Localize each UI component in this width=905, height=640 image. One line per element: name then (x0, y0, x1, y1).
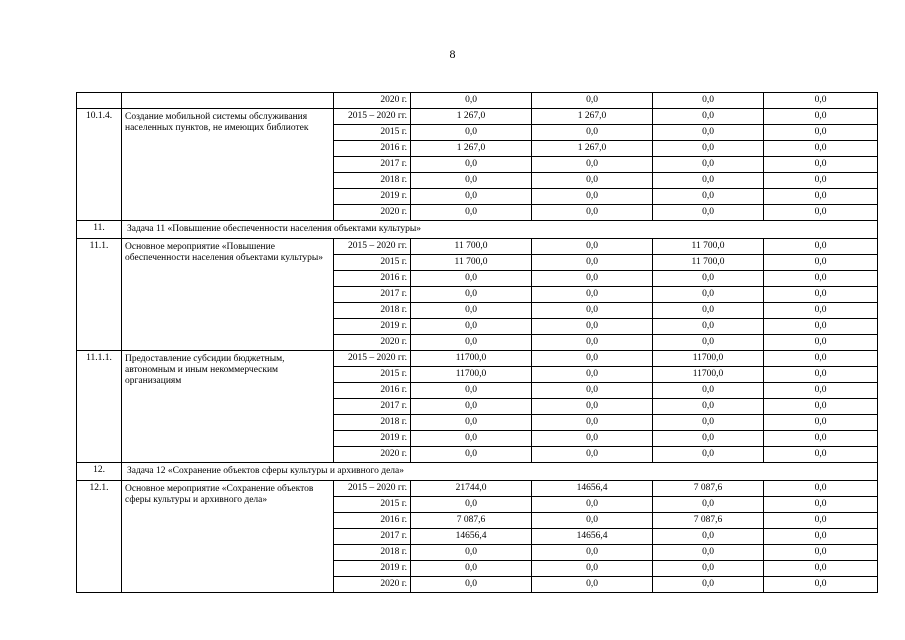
value-cell: 0,0 (764, 255, 878, 271)
value-cell: 11 700,0 (411, 239, 532, 255)
value-cell: 0,0 (411, 189, 532, 205)
value-cell: 0,0 (532, 173, 653, 189)
value-cell: 0,0 (653, 529, 764, 545)
period-cell: 2017 г. (334, 399, 411, 415)
value-cell: 1 267,0 (411, 109, 532, 125)
period-cell: 2019 г. (334, 561, 411, 577)
value-cell: 0,0 (411, 447, 532, 463)
value-cell: 1 267,0 (411, 141, 532, 157)
activity-name: Создание мобильной системы обслуживания населенных пунктов, не имеющих библиотек (122, 109, 334, 221)
budget-table-body (77, 93, 878, 593)
period-cell: 2018 г. (334, 303, 411, 319)
value-cell: 0,0 (532, 497, 653, 513)
table-row (77, 93, 878, 109)
task-row (77, 221, 878, 239)
value-cell: 0,0 (764, 303, 878, 319)
value-cell: 0,0 (411, 205, 532, 221)
period-cell: 2015 – 2020 гг. (334, 239, 411, 255)
period-cell: 2020 г. (334, 205, 411, 221)
value-cell: 0,0 (532, 383, 653, 399)
period-cell: 2018 г. (334, 173, 411, 189)
value-cell: 0,0 (411, 561, 532, 577)
period-cell: 2015 г. (334, 497, 411, 513)
period-cell: 2018 г. (334, 415, 411, 431)
period-cell: 2015 – 2020 гг. (334, 351, 411, 367)
period-cell: 2020 г. (334, 577, 411, 593)
value-cell: 0,0 (764, 383, 878, 399)
value-cell: 0,0 (764, 109, 878, 125)
table-row (77, 239, 878, 255)
value-cell: 0,0 (653, 271, 764, 287)
row-number: 11.1.1. (77, 351, 122, 463)
value-cell: 0,0 (411, 271, 532, 287)
value-cell: 0,0 (653, 189, 764, 205)
activity-name: Основное мероприятие «Сохранение объектов сферы культуры и архивного дела» (122, 481, 334, 593)
value-cell: 0,0 (653, 561, 764, 577)
value-cell: 0,0 (532, 287, 653, 303)
row-number: 10.1.4. (77, 109, 122, 221)
value-cell: 0,0 (532, 271, 653, 287)
budget-table (76, 92, 878, 593)
value-cell: 0,0 (764, 173, 878, 189)
value-cell: 0,0 (653, 447, 764, 463)
value-cell: 0,0 (532, 93, 653, 109)
value-cell: 0,0 (764, 351, 878, 367)
period-cell: 2015 г. (334, 367, 411, 383)
value-cell: 0,0 (532, 399, 653, 415)
period-cell: 2016 г. (334, 513, 411, 529)
value-cell: 0,0 (764, 415, 878, 431)
value-cell: 0,0 (532, 125, 653, 141)
value-cell: 0,0 (764, 141, 878, 157)
value-cell: 0,0 (411, 577, 532, 593)
value-cell: 0,0 (532, 319, 653, 335)
value-cell: 0,0 (653, 577, 764, 593)
value-cell: 11700,0 (411, 367, 532, 383)
value-cell: 0,0 (764, 189, 878, 205)
value-cell: 0,0 (764, 481, 878, 497)
value-cell: 0,0 (764, 431, 878, 447)
value-cell: 0,0 (411, 125, 532, 141)
value-cell: 0,0 (411, 497, 532, 513)
value-cell: 0,0 (411, 545, 532, 561)
value-cell: 0,0 (653, 545, 764, 561)
value-cell: 0,0 (411, 431, 532, 447)
value-cell: 0,0 (532, 447, 653, 463)
period-cell: 2015 г. (334, 255, 411, 271)
value-cell: 0,0 (532, 545, 653, 561)
period-cell: 2016 г. (334, 383, 411, 399)
value-cell: 0,0 (764, 335, 878, 351)
value-cell: 14656,4 (532, 481, 653, 497)
value-cell: 0,0 (411, 173, 532, 189)
period-cell: 2015 – 2020 гг. (334, 481, 411, 497)
value-cell: 0,0 (532, 431, 653, 447)
value-cell: 0,0 (653, 497, 764, 513)
activity-name: Предоставление субсидии бюджетным, автономным и иным некоммерческим организациям (122, 351, 334, 463)
value-cell: 0,0 (532, 513, 653, 529)
row-number: 11.1. (77, 239, 122, 351)
value-cell: 0,0 (764, 513, 878, 529)
row-number: 12. (77, 463, 122, 481)
period-cell: 2019 г. (334, 189, 411, 205)
value-cell: 0,0 (411, 415, 532, 431)
value-cell: 0,0 (411, 287, 532, 303)
value-cell: 0,0 (653, 335, 764, 351)
value-cell: 11700,0 (411, 351, 532, 367)
value-cell: 0,0 (653, 109, 764, 125)
value-cell: 0,0 (764, 399, 878, 415)
value-cell: 7 087,6 (653, 481, 764, 497)
value-cell: 0,0 (532, 577, 653, 593)
value-cell: 0,0 (653, 383, 764, 399)
value-cell: 0,0 (764, 497, 878, 513)
value-cell: 11700,0 (653, 367, 764, 383)
value-cell: 0,0 (764, 271, 878, 287)
period-cell: 2016 г. (334, 141, 411, 157)
value-cell: 0,0 (653, 125, 764, 141)
value-cell: 0,0 (532, 561, 653, 577)
value-cell: 11700,0 (653, 351, 764, 367)
value-cell: 0,0 (411, 93, 532, 109)
period-cell: 2015 г. (334, 125, 411, 141)
value-cell: 0,0 (653, 287, 764, 303)
value-cell: 0,0 (764, 157, 878, 173)
value-cell: 14656,4 (532, 529, 653, 545)
table-row (77, 481, 878, 497)
period-cell: 2017 г. (334, 157, 411, 173)
value-cell: 0,0 (764, 93, 878, 109)
value-cell: 11 700,0 (653, 239, 764, 255)
value-cell: 0,0 (764, 561, 878, 577)
value-cell: 1 267,0 (532, 141, 653, 157)
page-number: 8 (449, 47, 456, 61)
value-cell: 0,0 (764, 367, 878, 383)
value-cell: 0,0 (532, 351, 653, 367)
value-cell: 11 700,0 (653, 255, 764, 271)
period-cell: 2017 г. (334, 287, 411, 303)
period-cell: 2018 г. (334, 545, 411, 561)
value-cell: 0,0 (653, 319, 764, 335)
value-cell: 1 267,0 (532, 109, 653, 125)
value-cell: 0,0 (653, 415, 764, 431)
value-cell: 0,0 (532, 205, 653, 221)
value-cell: 0,0 (411, 335, 532, 351)
value-cell: 0,0 (411, 303, 532, 319)
value-cell: 7 087,6 (411, 513, 532, 529)
value-cell: 0,0 (653, 205, 764, 221)
value-cell: 0,0 (411, 383, 532, 399)
value-cell: 0,0 (532, 157, 653, 173)
value-cell: 7 087,6 (653, 513, 764, 529)
value-cell: 0,0 (653, 399, 764, 415)
value-cell: 0,0 (764, 447, 878, 463)
value-cell: 0,0 (653, 173, 764, 189)
period-cell: 2016 г. (334, 271, 411, 287)
period-cell: 2015 – 2020 гг. (334, 109, 411, 125)
period-cell: 2020 г. (334, 447, 411, 463)
task-title: Задача 11 «Повышение обеспеченности населения объектами культуры» (122, 221, 878, 239)
period-cell: 2017 г. (334, 529, 411, 545)
value-cell: 0,0 (764, 319, 878, 335)
value-cell: 14656,4 (411, 529, 532, 545)
value-cell: 0,0 (411, 399, 532, 415)
value-cell: 0,0 (653, 157, 764, 173)
value-cell: 0,0 (764, 239, 878, 255)
value-cell: 0,0 (532, 239, 653, 255)
value-cell: 0,0 (532, 189, 653, 205)
row-number: 12.1. (77, 481, 122, 593)
value-cell: 21744,0 (411, 481, 532, 497)
period-cell: 2019 г. (334, 431, 411, 447)
value-cell: 0,0 (764, 287, 878, 303)
value-cell: 0,0 (653, 93, 764, 109)
value-cell: 0,0 (764, 577, 878, 593)
value-cell: 0,0 (411, 157, 532, 173)
row-number: 11. (77, 221, 122, 239)
value-cell: 0,0 (653, 431, 764, 447)
task-row (77, 463, 878, 481)
period-cell: 2020 г. (334, 93, 411, 109)
table-row (77, 109, 878, 125)
table-row (77, 351, 878, 367)
value-cell: 0,0 (764, 545, 878, 561)
activity-name: Основное мероприятие «Повышение обеспеченности населения объектами культуры» (122, 239, 334, 351)
period-cell: 2019 г. (334, 319, 411, 335)
value-cell: 0,0 (653, 303, 764, 319)
value-cell: 0,0 (532, 303, 653, 319)
value-cell: 0,0 (532, 255, 653, 271)
value-cell: 0,0 (764, 529, 878, 545)
value-cell: 0,0 (532, 367, 653, 383)
value-cell: 0,0 (764, 205, 878, 221)
value-cell: 0,0 (532, 415, 653, 431)
empty-num-cell (77, 93, 122, 109)
empty-name-cell (122, 93, 334, 109)
value-cell: 0,0 (764, 125, 878, 141)
value-cell: 0,0 (411, 319, 532, 335)
value-cell: 11 700,0 (411, 255, 532, 271)
value-cell: 0,0 (653, 141, 764, 157)
task-title: Задача 12 «Сохранение объектов сферы культуры и архивного дела» (122, 463, 878, 481)
period-cell: 2020 г. (334, 335, 411, 351)
value-cell: 0,0 (532, 335, 653, 351)
